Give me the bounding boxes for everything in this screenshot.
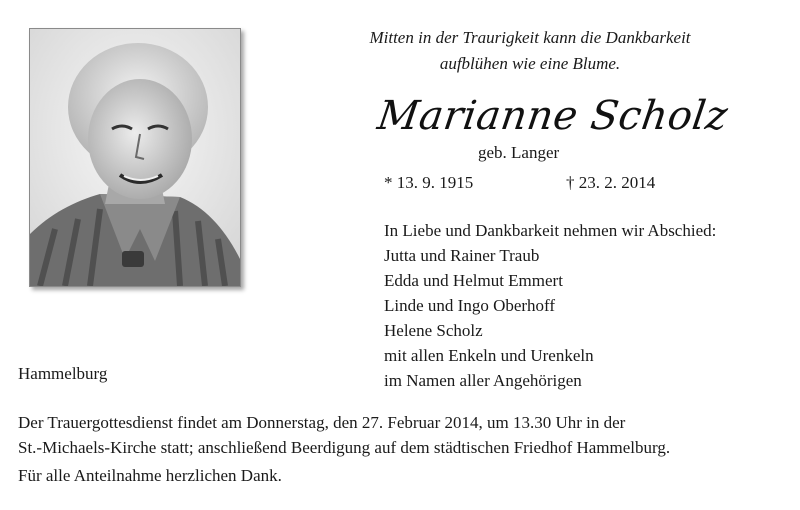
maiden-name: geb. Langer — [478, 143, 560, 162]
mourner-entry: Helene Scholz — [384, 321, 483, 340]
portrait-photo — [29, 28, 241, 287]
mourner-entry: Edda und Helmut Emmert — [384, 271, 563, 290]
service-notice — [18, 410, 788, 460]
quote-line-1: Mitten in der Traurigkeit kann die Dankbarkeit — [369, 28, 691, 47]
mourner-entry: im Namen aller Angehörigen — [384, 371, 582, 390]
memorial-quote — [330, 25, 730, 77]
mourner-entry: Linde und Ingo Oberhoff — [384, 296, 556, 315]
death-date: † 23. 2. 2014 — [566, 173, 656, 192]
portrait-illustration — [30, 29, 240, 286]
town-name: Hammelburg — [18, 364, 108, 383]
service-notice-line-1: Der Trauergottesdienst findet am Donnerstag, den 27. Februar 2014, um 13.30 Uhr in der — [18, 413, 626, 432]
mourners-list — [384, 218, 716, 393]
service-notice-line-2: St.-Michaels-Kirche statt; anschließend Beerdigung auf dem städtischen Friedhof Hammelburg. — [18, 438, 671, 457]
mourner-entry: mit allen Enkeln und Urenkeln — [384, 346, 594, 365]
birth-date: * 13. 9. 1915 — [384, 173, 474, 192]
mourner-entry: Jutta und Rainer Traub — [384, 246, 540, 265]
deceased-name: Marianne Scholz — [374, 93, 731, 139]
quote-line-2: aufblühen wie eine Blume. — [439, 54, 621, 73]
mourners-intro: In Liebe und Dankbarkeit nehmen wir Abschied: — [384, 221, 717, 240]
thanks-line: Für alle Anteilnahme herzlichen Dank. — [18, 466, 282, 485]
